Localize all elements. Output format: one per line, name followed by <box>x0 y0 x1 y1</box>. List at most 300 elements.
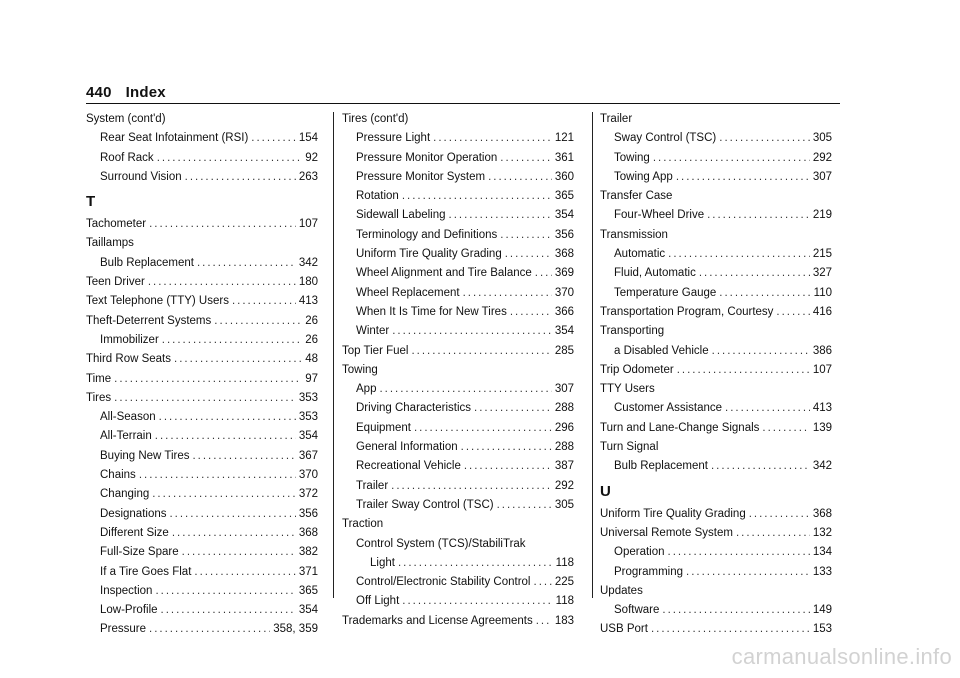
entry-term: Buying New Tires <box>100 449 190 462</box>
index-entry <box>600 264 832 283</box>
dot-leader <box>157 149 303 168</box>
entry-term: All-Season <box>100 411 156 424</box>
index-entry <box>342 515 574 534</box>
entry-term: Pressure Light <box>356 132 431 145</box>
entry-term: Customer Assistance <box>614 402 723 415</box>
entry-term: Fluid, Automatic <box>614 267 696 280</box>
entry-page-number: 110 <box>813 286 832 299</box>
entry-page-number: 361 <box>554 151 574 164</box>
entry-page-number: 370 <box>554 286 574 299</box>
dot-leader <box>686 563 810 582</box>
entry-page-number: 183 <box>554 614 574 627</box>
entry-term: Control/Electronic Stability Control <box>356 576 531 589</box>
entry-page-number: 342 <box>812 460 832 473</box>
entry-page-number: 132 <box>812 526 832 539</box>
index-entry <box>86 168 318 187</box>
entry-page-number: 118 <box>555 556 574 569</box>
entry-page-number: 292 <box>554 479 574 492</box>
index-entry <box>86 485 318 504</box>
entry-page-number: 133 <box>812 565 832 578</box>
entry-page-number: 327 <box>812 267 832 280</box>
entry-page-number: 153 <box>812 623 832 636</box>
section-letter: U <box>600 482 611 500</box>
entry-page-number: 368 <box>554 248 574 261</box>
dot-leader <box>152 485 296 504</box>
entry-page-number: 307 <box>812 170 832 183</box>
index-entry <box>600 380 832 399</box>
entry-term: Uniform Tire Quality Grading <box>356 248 502 261</box>
index-entry <box>342 322 574 341</box>
entry-page-number: 215 <box>812 248 832 261</box>
entry-term: Terminology and Definitions <box>356 228 498 241</box>
entry-page-number: 413 <box>298 295 318 308</box>
entry-page-number: 305 <box>554 498 574 511</box>
index-entry <box>600 563 832 582</box>
entry-page-number: 386 <box>812 344 832 357</box>
dot-leader <box>433 129 552 148</box>
entry-term: Wheel Alignment and Tire Balance <box>356 267 532 280</box>
dot-leader <box>402 187 552 206</box>
index-entry <box>600 438 832 457</box>
entry-term: Wheel Replacement <box>356 286 460 299</box>
dot-leader <box>414 419 552 438</box>
index-entry <box>600 601 832 620</box>
entry-term: Temperature Gauge <box>614 286 717 299</box>
entry-term: Trailer Sway Control (TSC) <box>356 498 494 511</box>
dot-leader <box>402 592 552 611</box>
entry-page-number: 366 <box>554 305 574 318</box>
index-entry <box>342 592 574 611</box>
page-number: 440 <box>86 84 112 101</box>
index-entry <box>342 110 574 129</box>
entry-term: Tires <box>86 391 112 404</box>
dot-leader <box>500 149 552 168</box>
entry-term: Turn and Lane-Change Signals <box>600 421 760 434</box>
watermark: carmanualsonline.info <box>731 644 952 669</box>
dot-leader <box>653 149 810 168</box>
index-entry <box>600 505 832 524</box>
dot-leader <box>392 322 552 341</box>
header-rule <box>86 103 840 104</box>
entry-page-number: 354 <box>298 604 318 617</box>
entry-term: App <box>356 383 377 396</box>
index-entry <box>342 438 574 457</box>
index-entry <box>342 612 574 631</box>
index-entry <box>86 601 318 620</box>
dot-leader <box>161 601 296 620</box>
dot-leader <box>535 264 552 283</box>
index-entry <box>600 245 832 264</box>
entry-page-number: 356 <box>298 507 318 520</box>
entry-page-number: 107 <box>812 363 832 376</box>
entry-term: Theft-Deterrent Systems <box>86 314 212 327</box>
entry-term: Pressure <box>100 623 147 636</box>
entry-term: Trailer <box>600 113 633 125</box>
index-entry <box>600 342 832 361</box>
index-entry <box>86 254 318 273</box>
dot-leader <box>197 254 296 273</box>
entry-term: General Information <box>356 441 458 454</box>
index-entry <box>342 245 574 264</box>
index-entry <box>600 582 832 601</box>
entry-term: Changing <box>100 488 150 501</box>
dot-leader <box>668 543 810 562</box>
entry-term: All-Terrain <box>100 430 152 443</box>
entry-term: Rear Seat Infotainment (RSI) <box>100 132 249 145</box>
index-entry <box>342 342 574 361</box>
entry-term: System (cont'd) <box>86 113 166 125</box>
dot-leader <box>162 331 302 350</box>
dot-leader <box>464 457 552 476</box>
dot-leader <box>505 245 552 264</box>
entry-term: Equipment <box>356 421 411 434</box>
index-entry <box>600 110 832 129</box>
entry-term: Top Tier Fuel <box>342 344 409 357</box>
index-column-2 <box>342 110 574 631</box>
dot-leader <box>463 284 552 303</box>
dot-leader <box>159 408 296 427</box>
index-entry <box>86 582 318 601</box>
entry-page-number: 97 <box>305 372 318 385</box>
entry-page-number: 48 <box>305 353 318 366</box>
index-entry <box>600 226 832 245</box>
entry-page-number: 353 <box>298 391 318 404</box>
entry-term: Inspection <box>100 584 153 597</box>
dot-leader <box>711 457 810 476</box>
entry-term: Full-Size Spare <box>100 546 179 559</box>
dot-leader <box>676 168 810 187</box>
entry-term: Transmission <box>600 228 668 241</box>
index-entry <box>86 273 318 292</box>
page-title: Index <box>125 84 166 101</box>
index-entry <box>342 187 574 206</box>
index-entry <box>86 331 318 350</box>
entry-page-number: 305 <box>812 132 832 145</box>
dot-leader <box>149 620 270 639</box>
entry-term: Chains <box>100 469 136 482</box>
dot-leader <box>762 419 809 438</box>
dot-leader <box>148 273 296 292</box>
entry-term: Sway Control (TSC) <box>614 132 717 145</box>
index-entry <box>86 563 318 582</box>
entry-page-number: 263 <box>298 170 318 183</box>
entry-term: TTY Users <box>600 383 655 396</box>
entry-term: Rotation <box>356 190 399 203</box>
entry-term: Towing App <box>614 170 673 183</box>
dot-leader <box>251 129 296 148</box>
entry-page-number: 365 <box>554 190 574 203</box>
dot-leader <box>214 312 302 331</box>
entry-page-number: 365 <box>298 584 318 597</box>
index-entry <box>600 399 832 418</box>
entry-term: When It Is Time for New Tires <box>356 305 507 318</box>
index-entry <box>86 129 318 148</box>
entry-term: Sidewall Labeling <box>356 209 446 222</box>
dot-leader <box>155 427 296 446</box>
index-entry <box>600 543 832 562</box>
entry-term: Transfer Case <box>600 190 673 203</box>
entry-term: Low-Profile <box>100 604 158 617</box>
dot-leader <box>194 563 295 582</box>
column-divider <box>333 112 334 598</box>
entry-term: Surround Vision <box>100 170 182 183</box>
dot-leader <box>114 389 296 408</box>
entry-term: Trademarks and License Agreements <box>342 614 533 627</box>
index-entry <box>342 399 574 418</box>
index-entry <box>600 620 832 639</box>
entry-term: If a Tire Goes Flat <box>100 565 192 578</box>
index-entry <box>342 149 574 168</box>
index-entry <box>600 524 832 543</box>
entry-page-number: 353 <box>298 411 318 424</box>
entry-term: Operation <box>614 546 665 559</box>
entry-term: Time <box>86 372 112 385</box>
index-entry <box>600 303 832 322</box>
entry-page-number: 92 <box>305 151 318 164</box>
entry-page-number: 416 <box>812 305 832 318</box>
dot-leader <box>391 477 552 496</box>
entry-term: Light <box>370 556 395 569</box>
entry-page-number: 367 <box>298 449 318 462</box>
entry-page-number: 371 <box>298 565 318 578</box>
entry-term: Off Light <box>356 595 400 608</box>
index-entry <box>342 554 574 573</box>
entry-term: Trailer <box>356 479 389 492</box>
entry-term: Roof Rack <box>100 151 154 164</box>
entry-term: USB Port <box>600 623 648 636</box>
dot-leader <box>398 554 553 573</box>
index-entry <box>342 206 574 225</box>
index-entry <box>600 129 832 148</box>
entry-term: Automatic <box>614 248 666 261</box>
index-entry <box>600 149 832 168</box>
entry-term: a Disabled Vehicle <box>614 344 709 357</box>
dot-leader <box>169 505 295 524</box>
index-entry <box>86 447 318 466</box>
entry-page-number: 368 <box>298 526 318 539</box>
section-letter: T <box>86 193 96 211</box>
entry-page-number: 370 <box>298 469 318 482</box>
column-divider <box>592 112 593 598</box>
index-entry <box>342 457 574 476</box>
index-entry <box>600 361 832 380</box>
index-entry <box>86 350 318 369</box>
entry-term: Bulb Replacement <box>100 256 194 269</box>
dot-leader <box>155 582 295 601</box>
entry-page-number: 26 <box>305 333 318 346</box>
entry-page-number: 288 <box>554 441 574 454</box>
index-entry <box>86 543 318 562</box>
entry-term: Updates <box>600 584 643 597</box>
dot-leader <box>182 543 296 562</box>
dot-leader <box>149 215 296 234</box>
page-header <box>86 84 166 101</box>
entry-page-number: 369 <box>554 267 574 280</box>
index-entry <box>342 573 574 592</box>
index-entry <box>342 303 574 322</box>
entry-page-number: 360 <box>554 170 574 183</box>
entry-page-number: 354 <box>298 430 318 443</box>
entry-page-number: 354 <box>554 209 574 222</box>
entry-page-number: 285 <box>554 344 574 357</box>
dot-leader <box>725 399 810 418</box>
dot-leader <box>719 284 810 303</box>
entry-term: Towing <box>342 363 378 376</box>
entry-term: Trip Odometer <box>600 363 674 376</box>
dot-leader <box>510 303 552 322</box>
entry-page-number: 149 <box>812 604 832 617</box>
dot-leader <box>192 447 295 466</box>
index-entry <box>86 408 318 427</box>
dot-leader <box>668 245 810 264</box>
index-entry <box>86 370 318 389</box>
dot-leader <box>488 168 552 187</box>
dot-leader <box>712 342 810 361</box>
entry-term: Uniform Tire Quality Grading <box>600 507 746 520</box>
index-entry <box>86 292 318 311</box>
entry-page-number: 139 <box>812 421 832 434</box>
entry-term: Turn Signal <box>600 441 659 454</box>
entry-page-number: 154 <box>298 132 318 145</box>
entry-page-number: 372 <box>298 488 318 501</box>
entry-term: Immobilizer <box>100 333 159 346</box>
dot-leader <box>139 466 296 485</box>
entry-page-number: 26 <box>305 314 318 327</box>
entry-term: Different Size <box>100 526 169 539</box>
index-entry <box>600 187 832 206</box>
index-entry <box>342 419 574 438</box>
dot-leader <box>651 620 810 639</box>
entry-page-number: 296 <box>554 421 574 434</box>
dot-leader <box>174 350 302 369</box>
entry-term: Winter <box>356 325 390 338</box>
dot-leader <box>699 264 810 283</box>
entry-page-number: 342 <box>298 256 318 269</box>
dot-leader <box>474 399 552 418</box>
index-entry <box>86 234 318 253</box>
dot-leader <box>534 573 552 592</box>
index-entry <box>342 284 574 303</box>
entry-page-number: 288 <box>554 402 574 415</box>
index-entry <box>342 361 574 380</box>
index-entry <box>600 206 832 225</box>
index-entry <box>342 496 574 515</box>
entry-page-number: 118 <box>555 595 574 608</box>
index-entry <box>342 226 574 245</box>
index-entry <box>342 264 574 283</box>
index-entry <box>86 427 318 446</box>
dot-leader <box>461 438 552 457</box>
dot-leader <box>411 342 551 361</box>
dot-leader <box>232 292 296 311</box>
entry-term: Transporting <box>600 325 665 338</box>
dot-leader <box>449 206 552 225</box>
entry-page-number: 107 <box>298 218 318 231</box>
index-entry <box>86 149 318 168</box>
entry-term: Pressure Monitor System <box>356 170 486 183</box>
index-entry <box>86 389 318 408</box>
entry-term: Traction <box>342 518 384 531</box>
index-entry <box>342 168 574 187</box>
index-entry <box>86 312 318 331</box>
entry-page-number: 225 <box>554 576 574 589</box>
dot-leader <box>677 361 810 380</box>
entry-term: Text Telephone (TTY) Users <box>86 295 229 308</box>
entry-term: Taillamps <box>86 237 134 250</box>
dot-leader <box>497 496 552 515</box>
entry-page-number: 358, 359 <box>273 623 318 636</box>
dot-leader <box>536 612 552 631</box>
index-entry <box>86 505 318 524</box>
entry-term: Tires (cont'd) <box>342 113 409 125</box>
dot-leader <box>379 380 551 399</box>
index-entry <box>342 477 574 496</box>
entry-page-number: 292 <box>812 151 832 164</box>
dot-leader <box>707 206 810 225</box>
entry-term: Bulb Replacement <box>614 460 708 473</box>
entry-page-number: 121 <box>554 132 574 145</box>
dot-leader <box>172 524 296 543</box>
entry-term: Software <box>614 604 660 617</box>
index-entry <box>600 284 832 303</box>
index-entry <box>600 322 832 341</box>
index-entry <box>86 620 318 639</box>
entry-term: Driving Characteristics <box>356 402 472 415</box>
dot-leader <box>776 303 809 322</box>
index-column-3 <box>600 110 832 640</box>
index-entry <box>600 419 832 438</box>
entry-page-number: 354 <box>554 325 574 338</box>
entry-page-number: 356 <box>554 228 574 241</box>
dot-leader <box>500 226 552 245</box>
dot-leader <box>719 129 810 148</box>
entry-term: Towing <box>614 151 650 164</box>
entry-term: Programming <box>614 565 684 578</box>
entry-term: Recreational Vehicle <box>356 460 461 473</box>
entry-term: Tachometer <box>86 218 147 231</box>
dot-leader <box>114 370 302 389</box>
entry-term: Four-Wheel Drive <box>614 209 705 222</box>
index-entry <box>600 168 832 187</box>
entry-page-number: 382 <box>298 546 318 559</box>
index-entry <box>342 535 574 554</box>
entry-page-number: 307 <box>554 383 574 396</box>
dot-leader <box>736 524 810 543</box>
index-entry <box>342 380 574 399</box>
index-entry <box>600 457 832 476</box>
entry-term: Control System (TCS)/StabiliTrak <box>356 537 526 550</box>
index-entry <box>86 215 318 234</box>
index-entry <box>86 466 318 485</box>
dot-leader <box>749 505 810 524</box>
entry-term: Pressure Monitor Operation <box>356 151 498 164</box>
entry-term: Designations <box>100 507 167 520</box>
entry-term: Teen Driver <box>86 276 145 289</box>
index-entry <box>86 524 318 543</box>
entry-page-number: 387 <box>554 460 574 473</box>
dot-leader <box>662 601 809 620</box>
entry-term: Third Row Seats <box>86 353 172 366</box>
entry-term: Universal Remote System <box>600 526 733 539</box>
index-column-1 <box>86 110 318 640</box>
index-entry <box>342 129 574 148</box>
entry-page-number: 219 <box>812 209 832 222</box>
entry-term: Transportation Program, Courtesy <box>600 305 774 318</box>
entry-page-number: 134 <box>812 546 832 559</box>
entry-page-number: 413 <box>812 402 832 415</box>
dot-leader <box>185 168 296 187</box>
index-entry <box>86 110 318 129</box>
